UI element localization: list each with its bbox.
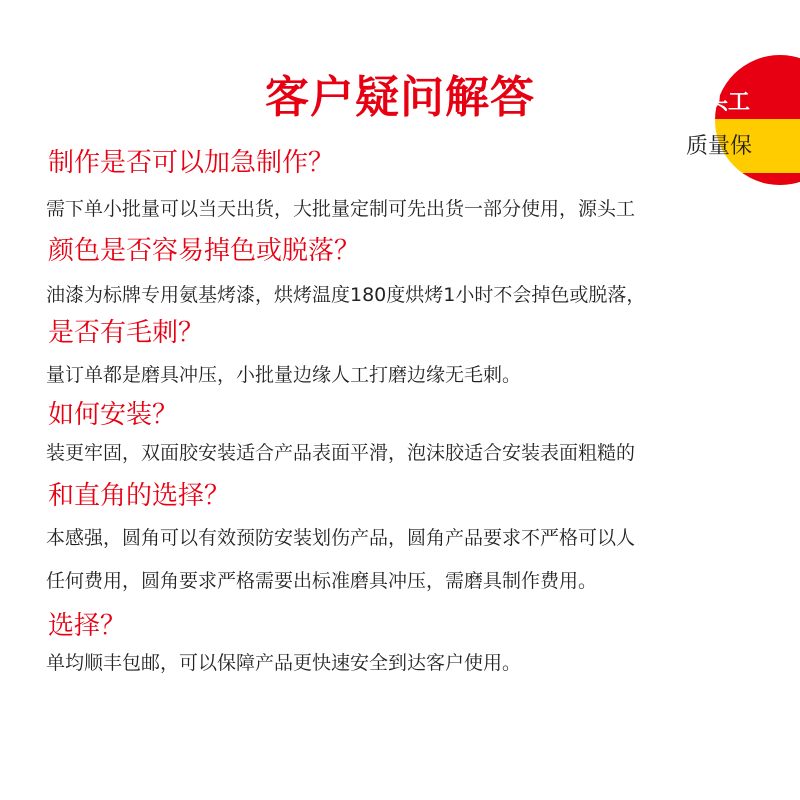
faq-answer-5-line-2: 任何费用，圆角要求严格需要出标准磨具冲压，需磨具制作费用。: [46, 570, 598, 592]
faq-answer-3: 量订单都是磨具冲压，小批量边缘人工打磨边缘无毛刺。: [46, 364, 522, 386]
badge-line-2: 质量保: [686, 134, 753, 159]
badge-line-1: 源头工: [684, 90, 751, 115]
faq-question-2: 颜色是否容易掉色或脱落？: [48, 236, 361, 266]
quality-badge: [668, 55, 800, 185]
faq-question-1: 制作是否可以加急制作？: [48, 148, 335, 178]
faq-question-4: 如何安装？: [48, 400, 179, 430]
page-title: 客户疑问解答: [265, 72, 535, 123]
faq-answer-6: 单均顺丰包邮，可以保障产品更快速安全到达客户使用。: [46, 652, 522, 674]
faq-question-6: 选择？: [48, 611, 127, 641]
badge-red-bottom: [668, 173, 800, 185]
faq-answer-2: 油漆为标牌专用氨基烤漆，烘烤温度180度烘烤1小时不会掉色或脱落，: [46, 284, 646, 306]
faq-answer-5-line-1: 本感强，圆角可以有效预防安装划伤产品，圆角产品要求不严格可以人: [46, 527, 636, 549]
faq-answer-1: 需下单小批量可以当天出货，大批量定制可先出货一部分使用，源头工: [46, 198, 636, 220]
faq-question-3: 是否有毛刺？: [48, 318, 205, 348]
faq-question-5: 和直角的选择？: [48, 481, 231, 511]
faq-answer-4: 装更牢固，双面胶安装适合产品表面平滑，泡沫胶适合安装表面粗糙的: [46, 442, 636, 464]
